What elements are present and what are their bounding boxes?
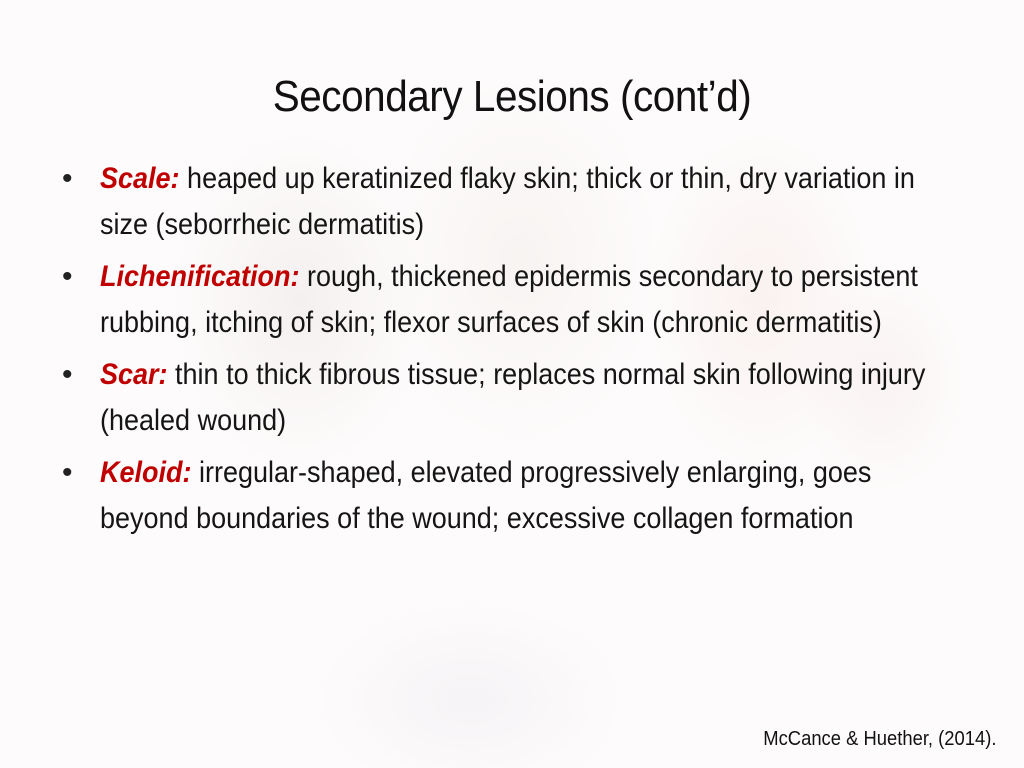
- bullet-text: [100, 254, 964, 346]
- bullet-text: [100, 450, 964, 542]
- bullet-item-lichenification: [62, 254, 962, 346]
- bullet-icon: •: [62, 162, 73, 195]
- bullet-icon: •: [62, 260, 73, 293]
- bullet-term: Lichenification:: [100, 260, 300, 293]
- slide-title: Secondary Lesions (cont’d): [272, 72, 752, 121]
- bullet-icon: •: [62, 358, 73, 391]
- bullet-item-scar: [62, 352, 962, 444]
- bullet-description: thin to thick fibrous tissue; replaces normal skin following injury (healed wound): [100, 358, 926, 437]
- bullet-text: [100, 156, 964, 248]
- bullet-description: rough, thickened epidermis secondary to persistent rubbing, itching of skin; flexor surfaces of skin (chronic dermatitis): [100, 260, 918, 339]
- bullet-term: Scale:: [100, 162, 180, 195]
- bullet-item-scale: [62, 156, 962, 248]
- citation: McCance & Huether, (2014).: [762, 728, 996, 750]
- bullet-icon: •: [62, 456, 73, 489]
- bullet-text: [100, 352, 964, 444]
- bullet-item-keloid: [62, 450, 962, 542]
- bullet-term: Keloid:: [100, 456, 192, 489]
- bullet-list: [62, 156, 962, 548]
- bullet-description: irregular-shaped, elevated progressively enlarging, goes beyond boundaries of the wound; excessive collagen formation: [100, 456, 872, 535]
- bullet-term: Scar:: [100, 358, 168, 391]
- bullet-description: heaped up keratinized flaky skin; thick or thin, dry variation in size (seborrheic dermatitis): [100, 162, 915, 241]
